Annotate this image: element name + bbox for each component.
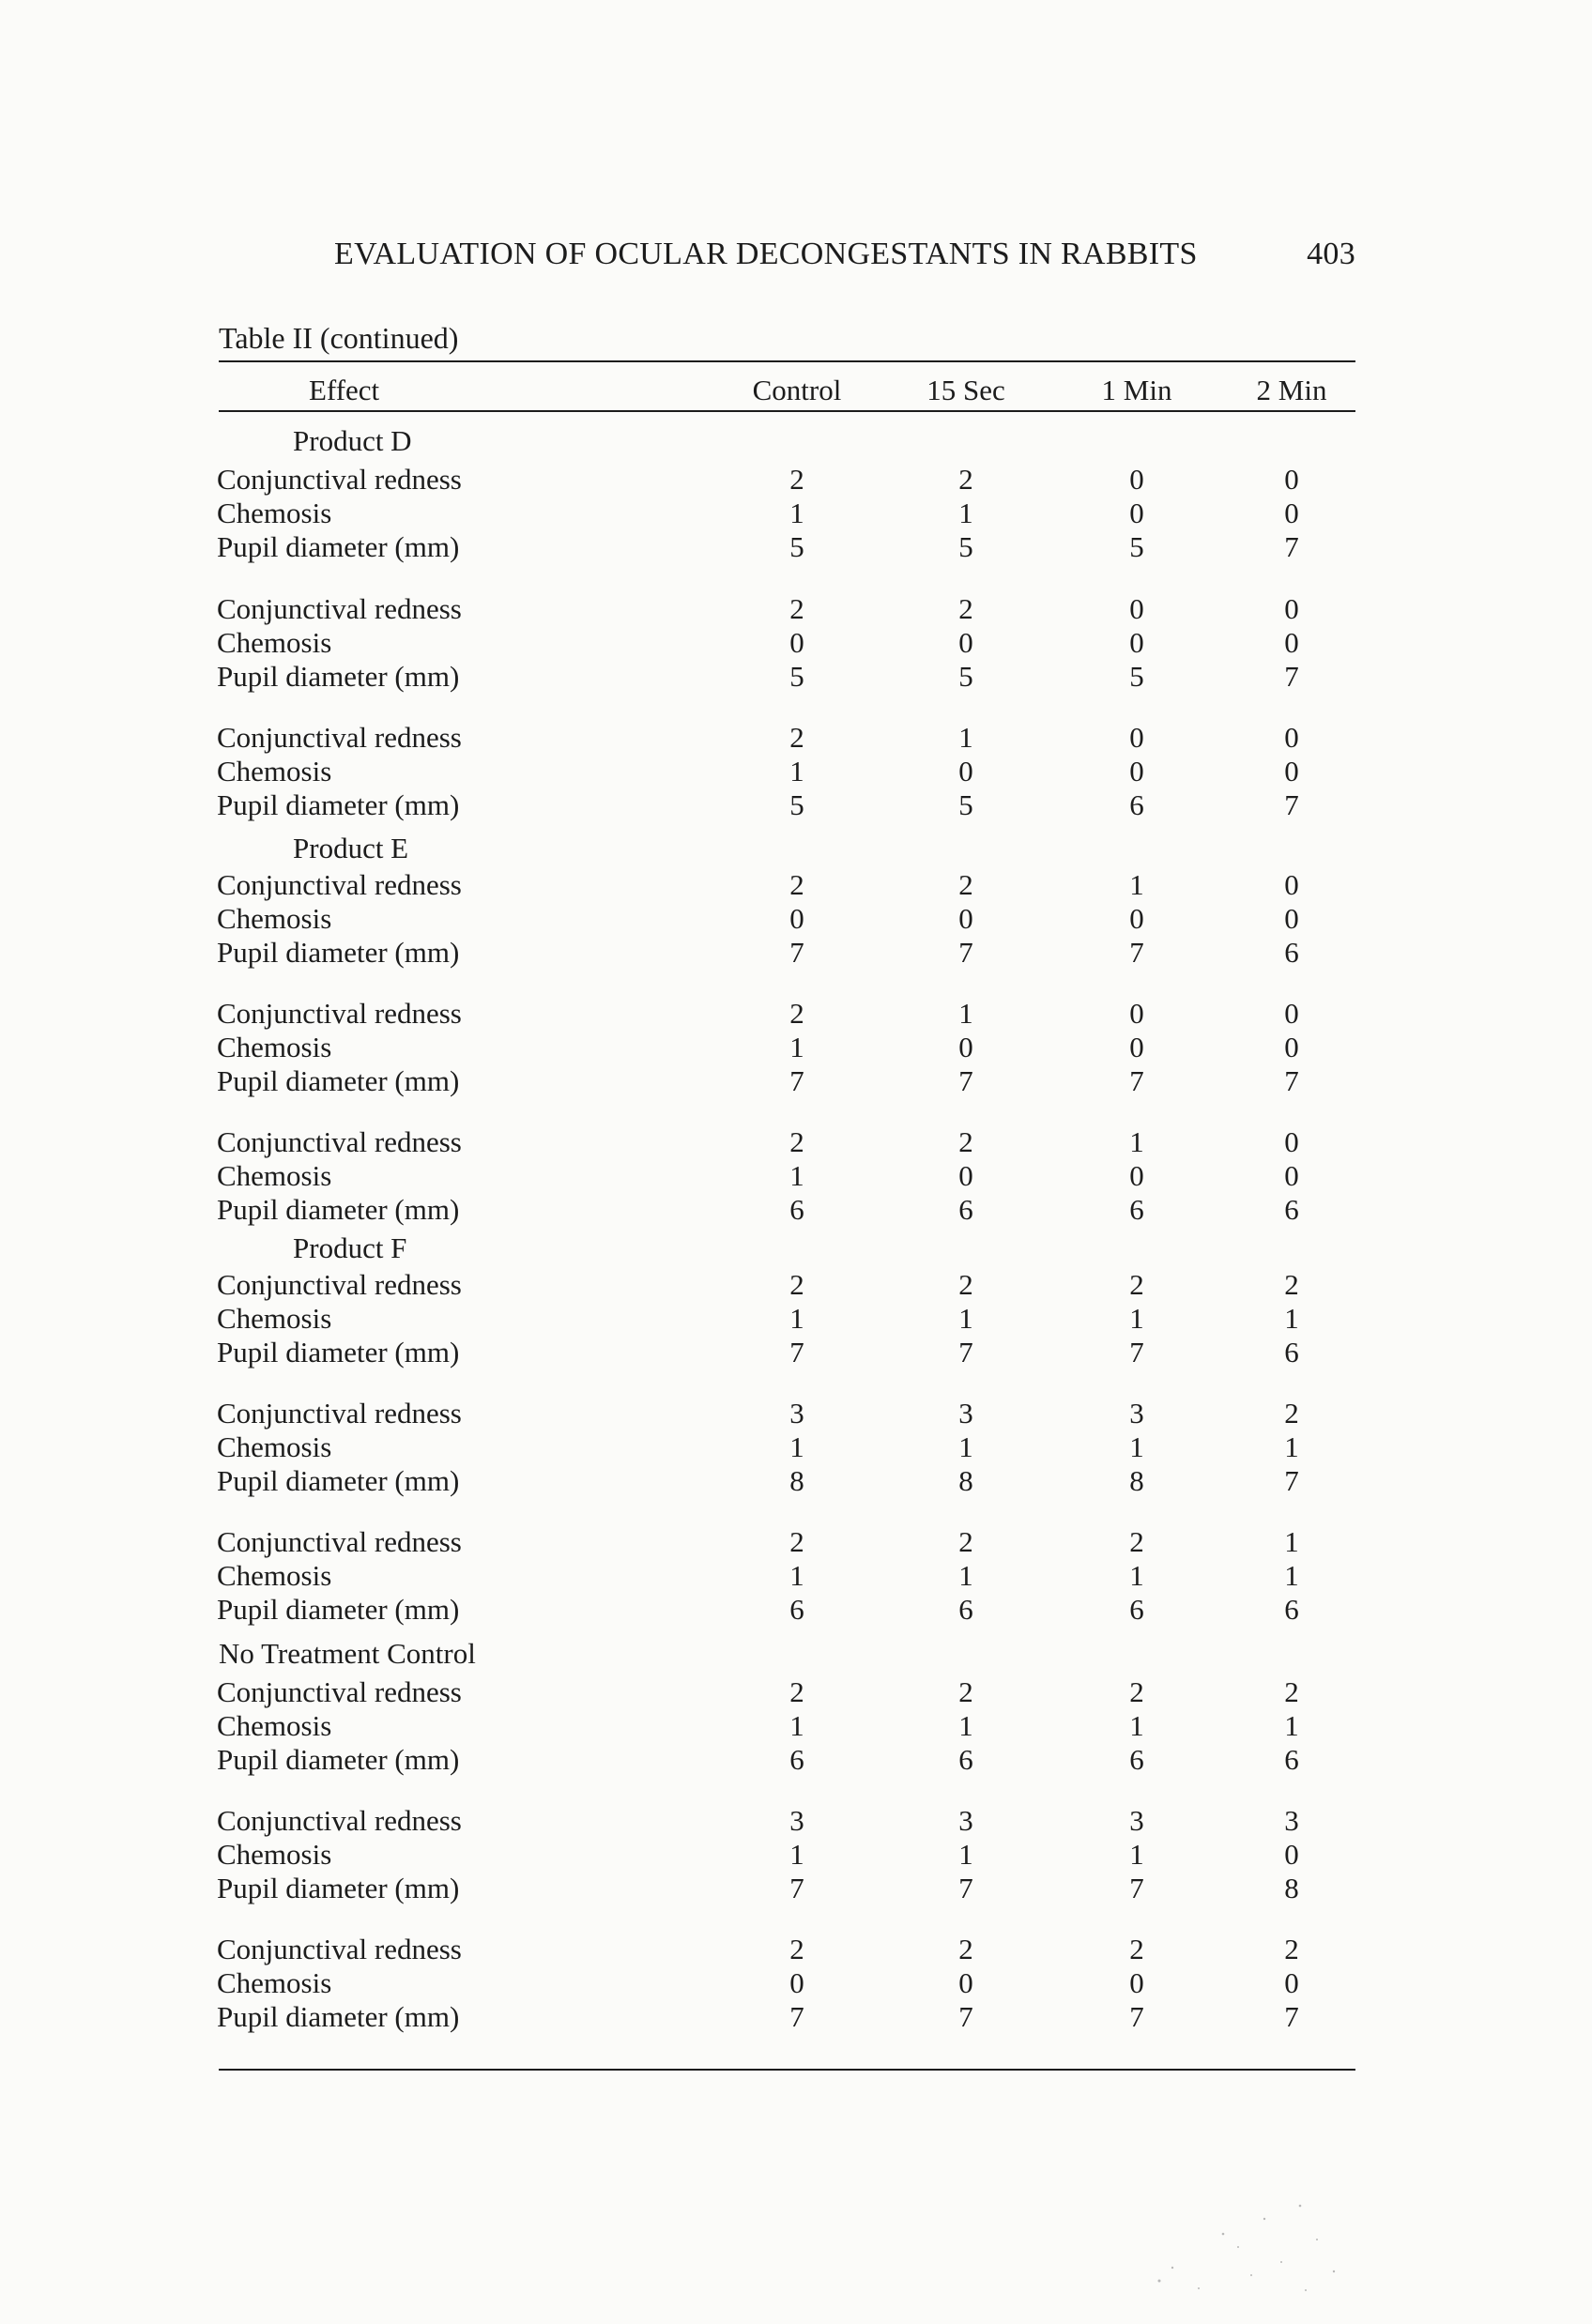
table-row (0, 788, 1592, 822)
column-header-15-sec: 15 Sec (926, 374, 1005, 406)
cell-control: 3 (789, 1804, 804, 1837)
cell-15-sec: 8 (958, 1464, 973, 1497)
cell-control: 2 (789, 1268, 804, 1301)
cell-control: 6 (789, 1593, 804, 1626)
cell-15-sec: 7 (958, 1336, 973, 1368)
cell-15-sec: 1 (958, 497, 973, 529)
row-label: Conjunctival redness (217, 1397, 462, 1430)
cell-15-sec: 6 (958, 1743, 973, 1776)
table-row (0, 1559, 1592, 1593)
cell-control: 0 (789, 1966, 804, 1999)
column-header-1-min: 1 Min (1101, 374, 1172, 406)
cell-2-min: 7 (1284, 660, 1299, 693)
row-label: Pupil diameter (mm) (217, 1872, 460, 1904)
table-row (0, 1336, 1592, 1369)
cell-1-min: 0 (1129, 1031, 1144, 1063)
table-row (0, 626, 1592, 660)
cell-2-min: 0 (1284, 626, 1299, 659)
cell-15-sec: 1 (958, 1709, 973, 1742)
table-row (0, 1064, 1592, 1098)
cell-1-min: 0 (1129, 626, 1144, 659)
cell-2-min: 2 (1284, 1675, 1299, 1708)
cell-15-sec: 2 (958, 1125, 973, 1158)
cell-2-min: 7 (1284, 788, 1299, 821)
cell-1-min: 7 (1129, 2000, 1144, 2033)
cell-control: 6 (789, 1743, 804, 1776)
scan-speckle-marks (1140, 2178, 1356, 2309)
row-label: Pupil diameter (mm) (217, 1064, 460, 1097)
row-label: Chemosis (217, 755, 332, 787)
cell-15-sec: 2 (958, 592, 973, 625)
cell-2-min: 6 (1284, 1193, 1299, 1226)
table-row (0, 1838, 1592, 1872)
cell-control: 2 (789, 1933, 804, 1965)
table-row (0, 721, 1592, 755)
cell-15-sec: 2 (958, 463, 973, 496)
cell-15-sec: 0 (958, 1966, 973, 1999)
cell-1-min: 7 (1129, 1336, 1144, 1368)
cell-15-sec: 7 (958, 1872, 973, 1904)
table-row (0, 936, 1592, 970)
table-row (0, 1966, 1592, 2000)
cell-15-sec: 7 (958, 936, 973, 969)
row-label: Conjunctival redness (217, 997, 462, 1030)
row-label: Conjunctival redness (217, 1525, 462, 1558)
cell-2-min: 0 (1284, 1125, 1299, 1158)
cell-control: 3 (789, 1397, 804, 1430)
row-label: Conjunctival redness (217, 721, 462, 754)
cell-control: 1 (789, 1430, 804, 1463)
cell-1-min: 1 (1129, 1430, 1144, 1463)
table-row (0, 1193, 1592, 1227)
row-label: Chemosis (217, 626, 332, 659)
table-row (0, 463, 1592, 497)
cell-1-min: 1 (1129, 1125, 1144, 1158)
cell-2-min: 6 (1284, 936, 1299, 969)
table-row (0, 1268, 1592, 1302)
cell-15-sec: 0 (958, 902, 973, 935)
column-header-control: Control (752, 374, 842, 406)
cell-15-sec: 1 (958, 1559, 973, 1592)
cell-1-min: 0 (1129, 463, 1144, 496)
cell-1-min: 0 (1129, 1966, 1144, 1999)
cell-1-min: 7 (1129, 1064, 1144, 1097)
cell-1-min: 0 (1129, 497, 1144, 529)
row-label: Pupil diameter (mm) (217, 660, 460, 693)
cell-1-min: 0 (1129, 755, 1144, 787)
cell-control: 2 (789, 1525, 804, 1558)
cell-control: 7 (789, 2000, 804, 2033)
row-label: Conjunctival redness (217, 1933, 462, 1965)
row-label: Conjunctival redness (217, 1804, 462, 1837)
cell-2-min: 0 (1284, 497, 1299, 529)
row-label: Conjunctival redness (217, 463, 462, 496)
row-label: Pupil diameter (mm) (217, 788, 460, 821)
cell-15-sec: 6 (958, 1193, 973, 1226)
cell-15-sec: 0 (958, 626, 973, 659)
cell-1-min: 0 (1129, 721, 1144, 754)
cell-1-min: 1 (1129, 1838, 1144, 1871)
cell-15-sec: 7 (958, 1064, 973, 1097)
cell-2-min: 0 (1284, 902, 1299, 935)
running-title: EVALUATION OF OCULAR DECONGESTANTS IN RABBITS (334, 237, 1198, 271)
cell-2-min: 6 (1284, 1336, 1299, 1368)
table-row (0, 592, 1592, 626)
cell-2-min: 0 (1284, 755, 1299, 787)
cell-2-min: 1 (1284, 1525, 1299, 1558)
table-header-rule (219, 410, 1355, 412)
table-row (0, 1397, 1592, 1430)
cell-control: 1 (789, 1709, 804, 1742)
row-label: Chemosis (217, 1559, 332, 1592)
table-row (0, 660, 1592, 694)
cell-2-min: 2 (1284, 1397, 1299, 1430)
cell-15-sec: 3 (958, 1397, 973, 1430)
cell-2-min: 3 (1284, 1804, 1299, 1837)
cell-control: 0 (789, 626, 804, 659)
row-label: Conjunctival redness (217, 1268, 462, 1301)
row-label: Conjunctival redness (217, 1125, 462, 1158)
column-header-2-min: 2 Min (1256, 374, 1327, 406)
row-label: Chemosis (217, 497, 332, 529)
cell-15-sec: 7 (958, 2000, 973, 2033)
cell-2-min: 0 (1284, 721, 1299, 754)
cell-2-min: 0 (1284, 1159, 1299, 1192)
cell-2-min: 0 (1284, 1838, 1299, 1871)
cell-15-sec: 1 (958, 1430, 973, 1463)
cell-1-min: 1 (1129, 868, 1144, 901)
cell-1-min: 2 (1129, 1525, 1144, 1558)
cell-2-min: 7 (1284, 530, 1299, 563)
cell-control: 2 (789, 463, 804, 496)
table-row (0, 1430, 1592, 1464)
cell-2-min: 0 (1284, 868, 1299, 901)
cell-2-min: 1 (1284, 1430, 1299, 1463)
cell-15-sec: 5 (958, 660, 973, 693)
cell-1-min: 0 (1129, 1159, 1144, 1192)
table-row (0, 1125, 1592, 1159)
cell-control: 5 (789, 660, 804, 693)
table-row (0, 1031, 1592, 1064)
table-row (0, 1804, 1592, 1838)
cell-1-min: 1 (1129, 1302, 1144, 1335)
cell-control: 1 (789, 1838, 804, 1871)
cell-15-sec: 1 (958, 1838, 973, 1871)
cell-control: 2 (789, 1125, 804, 1158)
cell-15-sec: 0 (958, 1031, 973, 1063)
section-no-treatment-control: No Treatment Control (219, 1637, 476, 1670)
cell-2-min: 6 (1284, 1593, 1299, 1626)
cell-1-min: 5 (1129, 660, 1144, 693)
cell-1-min: 0 (1129, 997, 1144, 1030)
cell-control: 2 (789, 1675, 804, 1708)
table-row (0, 1872, 1592, 1905)
cell-2-min: 0 (1284, 592, 1299, 625)
cell-1-min: 1 (1129, 1559, 1144, 1592)
cell-15-sec: 2 (958, 1525, 973, 1558)
table-row (0, 1593, 1592, 1627)
running-header (334, 237, 1355, 272)
cell-15-sec: 2 (958, 868, 973, 901)
table-row (0, 868, 1592, 902)
cell-control: 0 (789, 902, 804, 935)
cell-1-min: 6 (1129, 1193, 1144, 1226)
section-product-d: Product D (293, 424, 412, 457)
cell-15-sec: 5 (958, 788, 973, 821)
cell-control: 7 (789, 1064, 804, 1097)
cell-15-sec: 3 (958, 1804, 973, 1837)
row-label: Chemosis (217, 1031, 332, 1063)
cell-2-min: 0 (1284, 463, 1299, 496)
cell-control: 5 (789, 530, 804, 563)
row-label: Conjunctival redness (217, 1675, 462, 1708)
cell-2-min: 8 (1284, 1872, 1299, 1904)
cell-control: 2 (789, 592, 804, 625)
page-number: 403 (1307, 237, 1355, 271)
cell-control: 2 (789, 997, 804, 1030)
cell-2-min: 7 (1284, 1064, 1299, 1097)
row-label: Pupil diameter (mm) (217, 1464, 460, 1497)
cell-control: 1 (789, 1031, 804, 1063)
row-label: Conjunctival redness (217, 592, 462, 625)
cell-1-min: 7 (1129, 936, 1144, 969)
table-row (0, 1302, 1592, 1336)
cell-2-min: 0 (1284, 1966, 1299, 1999)
table-row (0, 1709, 1592, 1743)
cell-15-sec: 6 (958, 1593, 973, 1626)
cell-15-sec: 0 (958, 755, 973, 787)
cell-2-min: 1 (1284, 1709, 1299, 1742)
table-row (0, 530, 1592, 564)
row-label: Chemosis (217, 1709, 332, 1742)
cell-1-min: 0 (1129, 902, 1144, 935)
cell-1-min: 0 (1129, 592, 1144, 625)
cell-control: 1 (789, 497, 804, 529)
cell-2-min: 7 (1284, 2000, 1299, 2033)
cell-1-min: 3 (1129, 1397, 1144, 1430)
table-row (0, 1525, 1592, 1559)
row-label: Pupil diameter (mm) (217, 1593, 460, 1626)
section-product-f: Product F (293, 1231, 407, 1264)
cell-1-min: 2 (1129, 1675, 1144, 1708)
column-header-effect: Effect (309, 374, 380, 406)
cell-15-sec: 2 (958, 1933, 973, 1965)
cell-1-min: 1 (1129, 1709, 1144, 1742)
row-label: Pupil diameter (mm) (217, 936, 460, 969)
table-row (0, 755, 1592, 788)
row-label: Chemosis (217, 902, 332, 935)
cell-15-sec: 2 (958, 1268, 973, 1301)
cell-control: 8 (789, 1464, 804, 1497)
cell-15-sec: 0 (958, 1159, 973, 1192)
table-row (0, 1743, 1592, 1777)
cell-control: 7 (789, 1872, 804, 1904)
cell-1-min: 6 (1129, 788, 1144, 821)
table-row (0, 997, 1592, 1031)
cell-15-sec: 2 (958, 1675, 973, 1708)
cell-control: 5 (789, 788, 804, 821)
cell-1-min: 3 (1129, 1804, 1144, 1837)
cell-15-sec: 1 (958, 1302, 973, 1335)
cell-1-min: 5 (1129, 530, 1144, 563)
table-row (0, 902, 1592, 936)
cell-1-min: 6 (1129, 1743, 1144, 1776)
cell-15-sec: 1 (958, 721, 973, 754)
cell-control: 1 (789, 1302, 804, 1335)
cell-2-min: 0 (1284, 1031, 1299, 1063)
cell-control: 2 (789, 868, 804, 901)
cell-1-min: 2 (1129, 1933, 1144, 1965)
row-label: Chemosis (217, 1430, 332, 1463)
cell-2-min: 7 (1284, 1464, 1299, 1497)
cell-2-min: 1 (1284, 1302, 1299, 1335)
row-label: Chemosis (217, 1302, 332, 1335)
cell-control: 6 (789, 1193, 804, 1226)
table-row (0, 497, 1592, 530)
table-row (0, 1675, 1592, 1709)
row-label: Pupil diameter (mm) (217, 2000, 460, 2033)
row-label: Pupil diameter (mm) (217, 1743, 460, 1776)
cell-control: 1 (789, 1159, 804, 1192)
cell-1-min: 6 (1129, 1593, 1144, 1626)
section-product-e: Product E (293, 832, 409, 864)
cell-control: 2 (789, 721, 804, 754)
cell-control: 1 (789, 755, 804, 787)
table-row (0, 1933, 1592, 1966)
row-label: Pupil diameter (mm) (217, 530, 460, 563)
cell-2-min: 6 (1284, 1743, 1299, 1776)
table-row (0, 1159, 1592, 1193)
cell-control: 1 (789, 1559, 804, 1592)
row-label: Pupil diameter (mm) (217, 1336, 460, 1368)
cell-2-min: 0 (1284, 997, 1299, 1030)
table-row (0, 2000, 1592, 2034)
row-label: Pupil diameter (mm) (217, 1193, 460, 1226)
cell-15-sec: 5 (958, 530, 973, 563)
table-bottom-rule (219, 2069, 1355, 2071)
cell-2-min: 2 (1284, 1268, 1299, 1301)
row-label: Chemosis (217, 1966, 332, 1999)
cell-2-min: 1 (1284, 1559, 1299, 1592)
cell-control: 7 (789, 1336, 804, 1368)
table-row (0, 1464, 1592, 1498)
cell-2-min: 2 (1284, 1933, 1299, 1965)
cell-15-sec: 1 (958, 997, 973, 1030)
table-caption: Table II (continued) (219, 321, 459, 355)
row-label: Chemosis (217, 1838, 332, 1871)
cell-1-min: 8 (1129, 1464, 1144, 1497)
row-label: Chemosis (217, 1159, 332, 1192)
cell-control: 7 (789, 936, 804, 969)
table-top-rule (219, 360, 1355, 362)
cell-1-min: 7 (1129, 1872, 1144, 1904)
row-label: Conjunctival redness (217, 868, 462, 901)
cell-1-min: 2 (1129, 1268, 1144, 1301)
